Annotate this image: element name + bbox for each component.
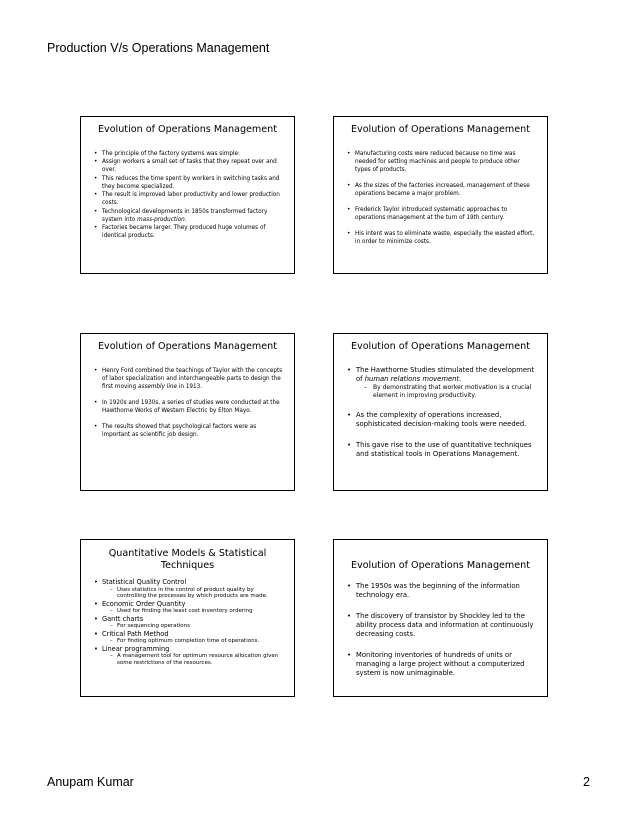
slide-6	[333, 539, 548, 697]
bullet-item: • The principle of the factory systems was simple:	[94, 150, 284, 158]
bullet-item: • Assign workers a small set of tasks that they repeat over and over.	[94, 158, 284, 174]
bullet-item: • Technological developments in 1850s transformed factory system into mass-production.	[94, 208, 284, 224]
slide-title: Evolution of Operations Management	[350, 124, 531, 135]
slide-4	[333, 333, 548, 491]
bullet-item: • Factories became larger. They produced huge volumes of identical products.	[94, 224, 284, 240]
bullet-item: • Manufacturing costs were reduced because no time was needed for setting machines and people to produce other types of products.	[347, 150, 537, 174]
bullet-item: • The results showed that psychological factors were as important as scientific job design.	[94, 423, 284, 439]
slide-1	[80, 116, 295, 274]
sub-bullet-list	[102, 587, 284, 600]
bullet-item: • This gave rise to the use of quantitative techniques and statistical tools in Operations Management.	[347, 441, 537, 459]
bullet-item: • As the complexity of operations increased, sophisticated decision-making tools were needed.	[347, 411, 537, 429]
bullet-item: • His intent was to eliminate waste, especially the wasted effort, in order to minimize costs.	[347, 230, 537, 246]
page-title: Production V/s Operations Management	[47, 41, 270, 55]
bullet-list	[334, 582, 547, 678]
sub-bullet-list	[102, 653, 284, 666]
sub-bullet-item: – For finding optimum completion time of operations.	[110, 638, 284, 645]
bullet-list	[81, 150, 294, 240]
bullet-item: • The 1950s was the beginning of the information technology era.	[347, 582, 537, 600]
bullet-item: • Linear programming – A management tool for optimum resource allocation given some restrictions of the resources.	[94, 645, 284, 667]
sub-bullet-item: – For sequencing operations	[110, 623, 284, 630]
sub-bullet-item: – A management tool for optimum resource allocation given some restrictions of the resources.	[110, 653, 284, 666]
author-name: Anupam Kumar	[47, 775, 134, 789]
slide-2	[333, 116, 548, 274]
slide-title: Quantitative Models & Statistical Techniques	[108, 548, 267, 571]
slide-title: Evolution of Operations Management	[350, 341, 531, 352]
bullet-item: • In 1920s and 1930s, a series of studies were conducted at the Hawthorne Works of Western Electric by Elton Mayo.	[94, 399, 284, 415]
bullet-item: • As the sizes of the factories increased, management of these operations became a major problem.	[347, 182, 537, 198]
bullet-item: • Monitoring inventories of hundreds of units or managing a large project without a computerized system is now unimaginable.	[347, 651, 537, 678]
slide-title: Evolution of Operations Management	[97, 341, 278, 352]
bullet-item: • This reduces the time spent by workers in switching tasks and they become specialized.	[94, 175, 284, 191]
bullet-item: • The Hawthorne Studies stimulated the development of human relations movement. – By demonstrating that worker motivation is a crucial element in improving productivity.	[347, 366, 537, 399]
slide-3	[80, 333, 295, 491]
page-number: 2	[583, 775, 590, 789]
bullet-item: • Economic Order Quantity – Used for finding the least cost inventory ordering	[94, 600, 284, 615]
italic-term: assembly line	[137, 384, 178, 390]
bullet-item: • Gantt charts – For sequencing operations	[94, 615, 284, 630]
bullet-list	[81, 578, 294, 666]
bullet-item: • The result is improved labor productivity and lower production costs.	[94, 191, 284, 207]
italic-term: human relations movement	[364, 375, 460, 383]
bullet-list	[334, 366, 547, 459]
bullet-item: • Frederick Taylor introduced systematic approaches to operations management at the turn of 19th century.	[347, 206, 537, 222]
slide-5	[80, 539, 295, 697]
bullet-item: • Statistical Quality Control – Uses statistics in the control of product quality by controlling the processes by which products are made.	[94, 578, 284, 600]
bullet-item: • The discovery of transistor by Shockley led to the ability process data and information at continuously decreasing costs.	[347, 612, 537, 639]
sub-bullet-item: – Uses statistics in the control of product quality by controlling the processes by which products are made.	[110, 587, 284, 600]
slide-title: Evolution of Operations Management	[350, 560, 531, 571]
sub-bullet-item: – By demonstrating that worker motivation is a crucial element in improving productivity.	[364, 384, 537, 399]
sub-bullet-item: – Used for finding the least cost inventory ordering	[110, 608, 284, 615]
bullet-item: • Henry Ford combined the teachings of Taylor with the concepts of labor specialization and interchangeable parts to design the first moving assembly line in 1913.	[94, 367, 284, 391]
bullet-item: • Critical Path Method – For finding optimum completion time of operations.	[94, 630, 284, 645]
bullet-list	[334, 150, 547, 246]
sub-bullet-list	[356, 384, 537, 399]
italic-term: mass-production	[137, 216, 185, 223]
bullet-list	[81, 367, 294, 439]
slide-title: Evolution of Operations Management	[97, 124, 278, 135]
